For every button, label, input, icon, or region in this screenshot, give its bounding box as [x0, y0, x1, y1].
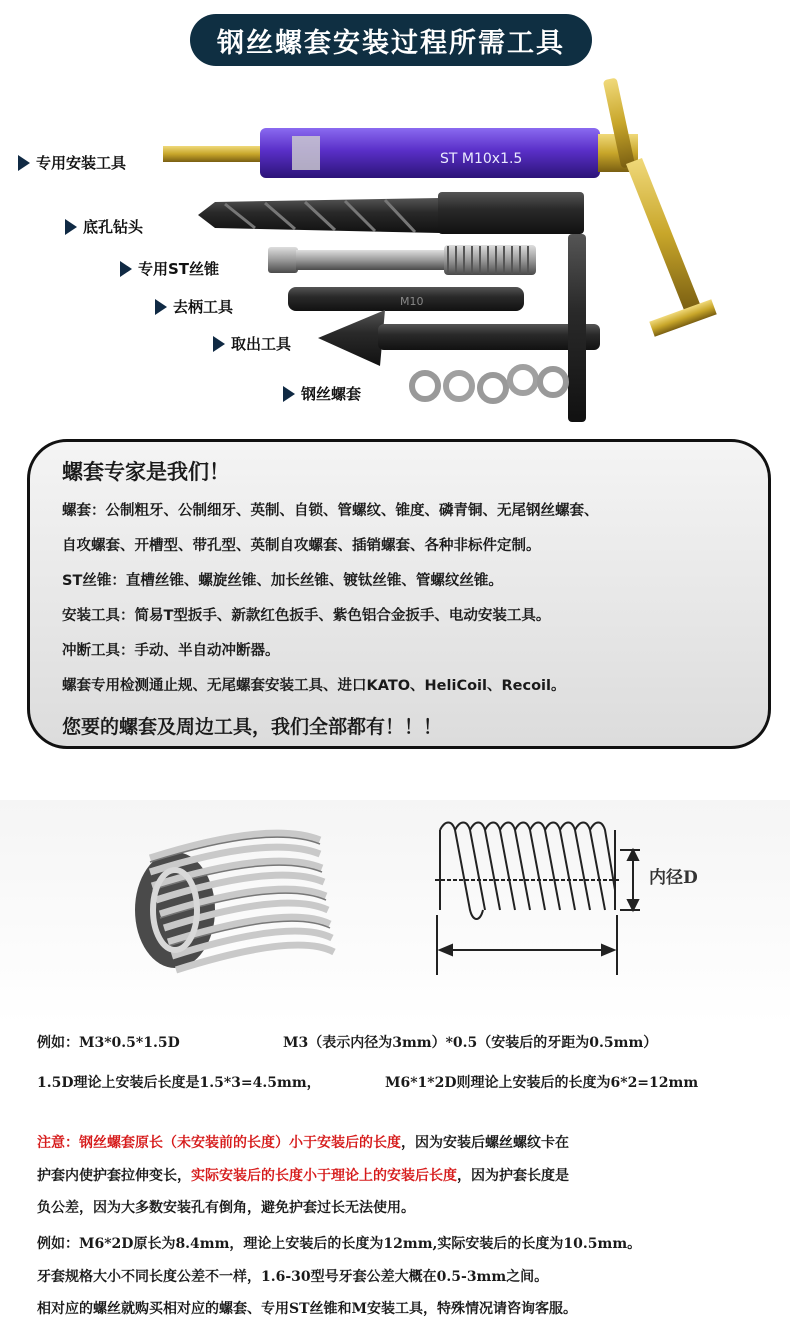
label-drill: 底孔钻头 [65, 216, 143, 237]
note-line-2 [37, 1165, 569, 1185]
coil-drawing [435, 823, 640, 976]
info-line: 冲断工具：手动、半自动冲断器。 [62, 643, 280, 659]
arrow-icon [18, 155, 30, 171]
drill-bit [198, 192, 584, 234]
label-install-tool: 专用安装工具 [18, 152, 126, 173]
note-red-text: 注意：钢丝螺套原长（未安装前的长度）小于安装后的长度 [37, 1135, 401, 1151]
info-line: 安装工具：简易T型扳手、新款红色扳手、紫色铝合金扳手、电动安装工具。 [62, 608, 551, 624]
tools-photo [0, 70, 790, 430]
note-line-1 [37, 1132, 569, 1152]
tools-illustration [0, 70, 790, 430]
info-line: 螺套专用检测通止规、无尾螺套安装工具、进口KATO、HeliCoil、Recoil。 [62, 678, 566, 694]
note-red-text: 实际安装后的长度小于理论上的安装后长度 [191, 1168, 457, 1184]
info-line: ST丝锥：直槽丝锥、螺旋丝锥、加长丝锥、镀钛丝锥、管螺纹丝锥。 [62, 573, 503, 589]
info-closing: 您要的螺套及周边工具，我们全部都有！！！ [62, 716, 443, 738]
note-line-5: 牙套规格大小不同长度公差不一样，1.6-30型号牙套公差大概在0.5-3mm之间。 [37, 1269, 549, 1285]
info-line: 自攻螺套、开槽型、带孔型、英制自攻螺套、插销螺套、各种非标件定制。 [62, 538, 541, 554]
wire-inserts [412, 367, 566, 401]
diagram-illustration [0, 800, 790, 1025]
note-text: 护套内使护套拉伸变长， [37, 1168, 191, 1184]
handle-engraving: ST M10x1.5 [440, 151, 523, 167]
arrow-icon [213, 336, 225, 352]
example-line2-left: 1.5D理论上安装后长度是1.5*3=4.5mm， [37, 1075, 321, 1091]
hex-key [603, 78, 717, 337]
insert-diagram [0, 800, 790, 1025]
note-text: ，因为安装后螺丝螺纹卡在 [401, 1135, 569, 1151]
tap-engraving: M10 [400, 295, 424, 308]
arrow-icon [155, 299, 167, 315]
example-left: 例如：M3*0.5*1.5D [37, 1035, 180, 1051]
arrow-icon [120, 261, 132, 277]
label-tang-tool: 去柄工具 [155, 296, 233, 317]
note-line-6: 相对应的螺丝就购买相对应的螺套、专用ST丝锥和M安装工具，特殊情况请咨询客服。 [37, 1301, 578, 1317]
page-title: 钢丝螺套安装过程所需工具 [190, 14, 592, 66]
example-right: M3（表示内径为3mm）*0.5（安装后的牙距为0.5mm） [283, 1035, 658, 1051]
label-insert: 钢丝螺套 [283, 383, 361, 404]
tang-removal-tool [288, 287, 524, 311]
install-tool [163, 128, 638, 178]
label-tap: 专用ST丝锥 [120, 258, 219, 279]
st-tap [268, 245, 536, 275]
arrow-icon [283, 386, 295, 402]
info-heading: 螺套专家是我们！ [62, 460, 230, 484]
note-text: ，因为护套长度是 [457, 1168, 569, 1184]
coil-photo [135, 833, 334, 970]
note-line-3: 负公差，因为大多数安装孔有倒角，避免护套过长无法使用。 [37, 1200, 415, 1216]
arrow-icon [65, 219, 77, 235]
diameter-label: 内径D [649, 868, 698, 888]
note-line-4: 例如：M6*2D原长为8.4mm，理论上安装后的长度为12mm,实际安装后的长度为10.5mm。 [37, 1236, 642, 1252]
info-line: 螺套：公制粗牙、公制细牙、英制、自锁、管螺纹、锥度、磷青铜、无尾钢丝螺套、 [62, 503, 599, 519]
info-box [27, 439, 771, 749]
label-extract-tool: 取出工具 [213, 333, 291, 354]
example-line2-right: M6*1*2D则理论上安装后的长度为6*2=12mm [385, 1075, 699, 1091]
